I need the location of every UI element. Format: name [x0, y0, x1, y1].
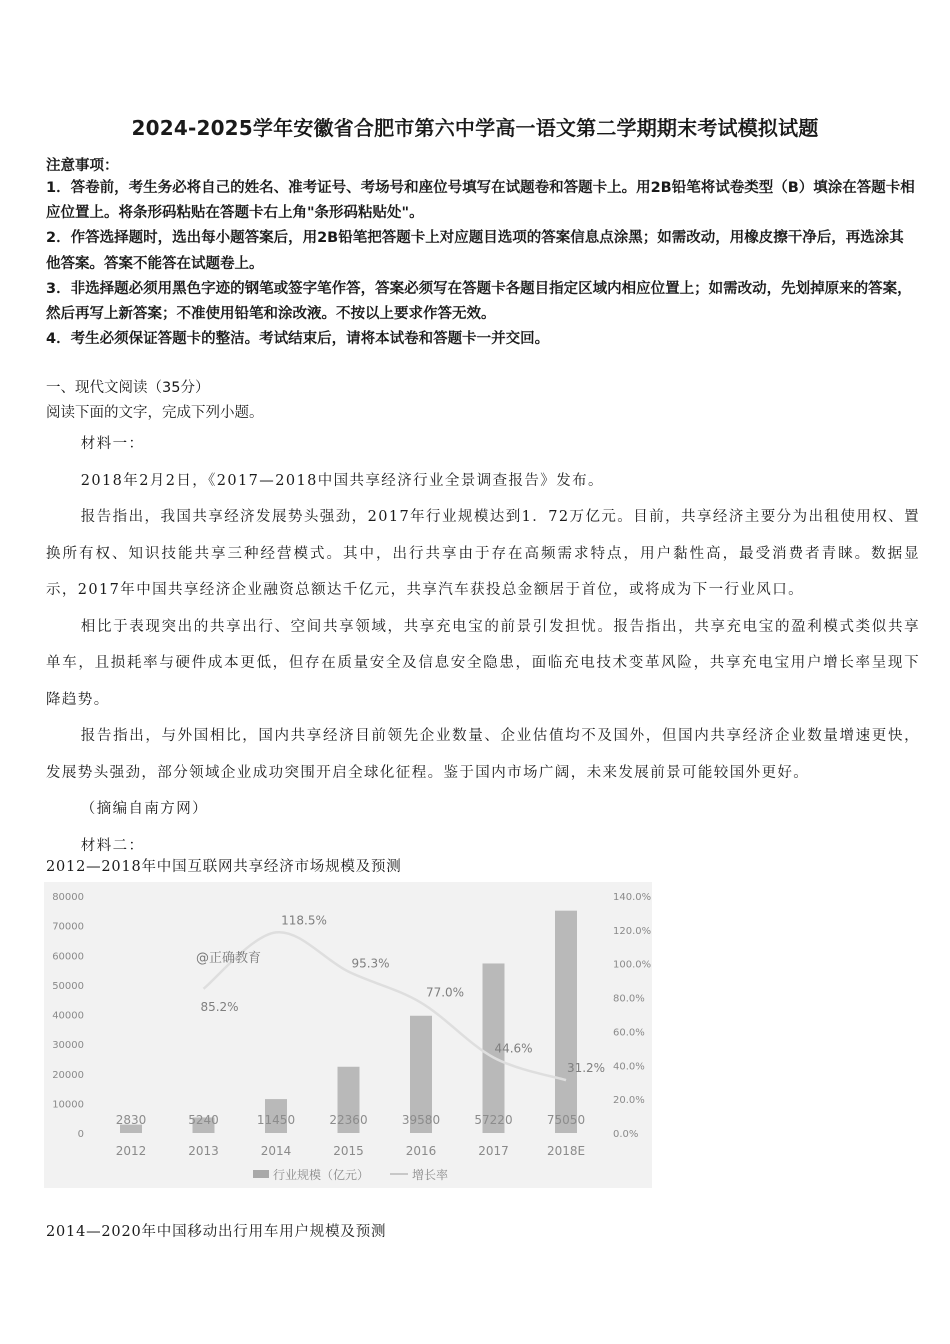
market-size-chart — [44, 882, 652, 1188]
bar-value-label: 57220 — [474, 1113, 513, 1127]
x-tick-label: 2015 — [333, 1144, 364, 1158]
growth-rate-label: 44.6% — [494, 1041, 533, 1056]
y-right-tick-label: 40.0% — [613, 1061, 645, 1073]
watermark: @正确教育 — [196, 951, 262, 966]
chart-canvas — [44, 882, 652, 1188]
y-left-tick-label: 40000 — [52, 1010, 84, 1022]
notice-heading: 注意事项： — [46, 158, 119, 174]
chart-caption: 2012—2018年中国互联网共享经济市场规模及预测 — [46, 859, 402, 875]
y-right-tick-label: 120.0% — [613, 925, 652, 937]
legend-bar-swatch — [253, 1170, 269, 1178]
notice-item: 2．作答选择题时，选出每小题答案后，用2B铅笔把答题卡上对应题目选项的答案信息点涂黑；如需改动，用橡皮擦干净后，再选涂其他答案。答案不能答在试题卷上。 — [46, 230, 904, 272]
x-tick-label: 2014 — [260, 1144, 292, 1158]
section-heading: 一、现代文阅读（35分） — [46, 380, 210, 396]
notice-list — [46, 176, 916, 352]
y-right-tick-label: 20.0% — [613, 1095, 645, 1107]
material-two-label: 材料二： — [80, 837, 145, 854]
material-one-label: 材料一： — [80, 436, 145, 452]
bar-value-label: 22360 — [329, 1113, 368, 1127]
y-left-tick-label: 70000 — [52, 921, 84, 933]
y-right-tick-label: 140.0% — [613, 892, 652, 903]
notice-item: 4．考生必须保证答题卡的整洁。考试结束后，请将本试卷和答题卡一并交回。 — [46, 331, 550, 348]
y-left-tick-label: 0 — [77, 1129, 84, 1140]
chart-caption-2: 2014—2020年中国移动出行用车用户规模及预测 — [46, 1224, 387, 1240]
section-instruction: 阅读下面的文字，完成下列小题。 — [46, 405, 264, 421]
y-left-tick-label: 20000 — [52, 1069, 84, 1081]
x-tick-label: 2016 — [405, 1144, 437, 1158]
bar-value-label: 2830 — [115, 1113, 147, 1127]
notice-item: 3．非选择题必须用黑色字迹的钢笔或签字笔作答，答案必须写在答题卡各题目指定区域内相应位置上；如需改动，先划掉原来的答案，然后再写上新答案；不准使用铅笔和涂改液。不按以上要求作答无效。 — [46, 280, 912, 323]
growth-rate-label: 95.3% — [351, 956, 390, 971]
material-paragraph: 报告指出，我国共享经济发展势头强劲，2017年行业规模达到1．72万亿元。目前，共享经济主要分为出租使用权、置换所有权、知识技能共享三种经营模式。其中，出行共享由于存在高频需求特点，用户黏性高，最受消费者青睐。数据显示，2017年中国共享经济企业融资总额达千亿元，共享汽车获投总金额居于首位，或将成为下一行业风口。 — [46, 509, 920, 598]
bar — [555, 911, 577, 1133]
growth-rate-label: 31.2% — [566, 1061, 606, 1076]
legend-line-label: 增长率 — [412, 1168, 449, 1182]
material-paragraph: 2018年2月2日，《2017—2018中国共享经济行业全景调查报告》发布。 — [80, 472, 604, 489]
y-left-tick-label: 30000 — [52, 1040, 84, 1052]
y-left-tick-label: 10000 — [52, 1099, 84, 1111]
material-one — [46, 426, 920, 864]
material-paragraph: 相比于表现突出的共享出行、空间共享领域，共享充电宝的前景引发担忧。报告指出，共享充电宝的盈利模式类似共享单车，且损耗率与硬件成本更低，但存在质量安全及信息安全隐患，面临充电技术变革风险，共享充电宝用户增长率呈现下降趋势。 — [46, 618, 920, 708]
bar-value-label: 39580 — [401, 1113, 441, 1127]
x-tick-label: 2018E — [546, 1144, 586, 1158]
material-paragraph: 报告指出，与外国相比，国内共享经济目前领先企业数量、企业估值均不及国外，但国内共享经济企业数量增速更快，发展势头强劲，部分领域企业成功突围开启全球化征程。鉴于国内市场广阔，未来发展前景可能较国外更好。 — [46, 728, 920, 781]
y-left-tick-label: 50000 — [52, 980, 84, 992]
y-right-tick-label: 60.0% — [613, 1027, 645, 1039]
x-tick-label: 2013 — [188, 1144, 219, 1158]
y-right-tick-label: 80.0% — [613, 993, 645, 1005]
growth-rate-label: 85.2% — [200, 999, 239, 1014]
bar-value-label: 11450 — [256, 1113, 296, 1127]
page-title: 2024-2025学年安徽省合肥市第六中学高一语文第二学期期末考试模拟试题 — [131, 116, 819, 140]
bar-value-label: 75050 — [546, 1113, 586, 1127]
y-right-tick-label: 100.0% — [613, 959, 652, 971]
y-right-tick-label: 0.0% — [613, 1129, 639, 1140]
y-left-tick-label: 80000 — [52, 892, 84, 903]
notice-item: 1．答卷前，考生务必将自己的姓名、准考证号、考场号和座位号填写在试题卷和答题卡上。用2B铅笔将试卷类型（B）填涂在答题卡相应位置上。将条形码粘贴在答题卡右上角"条形码粘贴处"。 — [46, 180, 915, 222]
growth-rate-label: 118.5% — [281, 913, 327, 928]
bar-value-label: 5240 — [188, 1113, 219, 1127]
material-source: （摘编自南方网） — [80, 801, 208, 817]
x-tick-label: 2012 — [115, 1144, 147, 1158]
legend-bar-label: 行业规模（亿元） — [273, 1168, 370, 1182]
x-tick-label: 2017 — [478, 1144, 509, 1158]
y-left-tick-label: 60000 — [52, 951, 84, 963]
growth-rate-label: 77.0% — [425, 985, 465, 1000]
